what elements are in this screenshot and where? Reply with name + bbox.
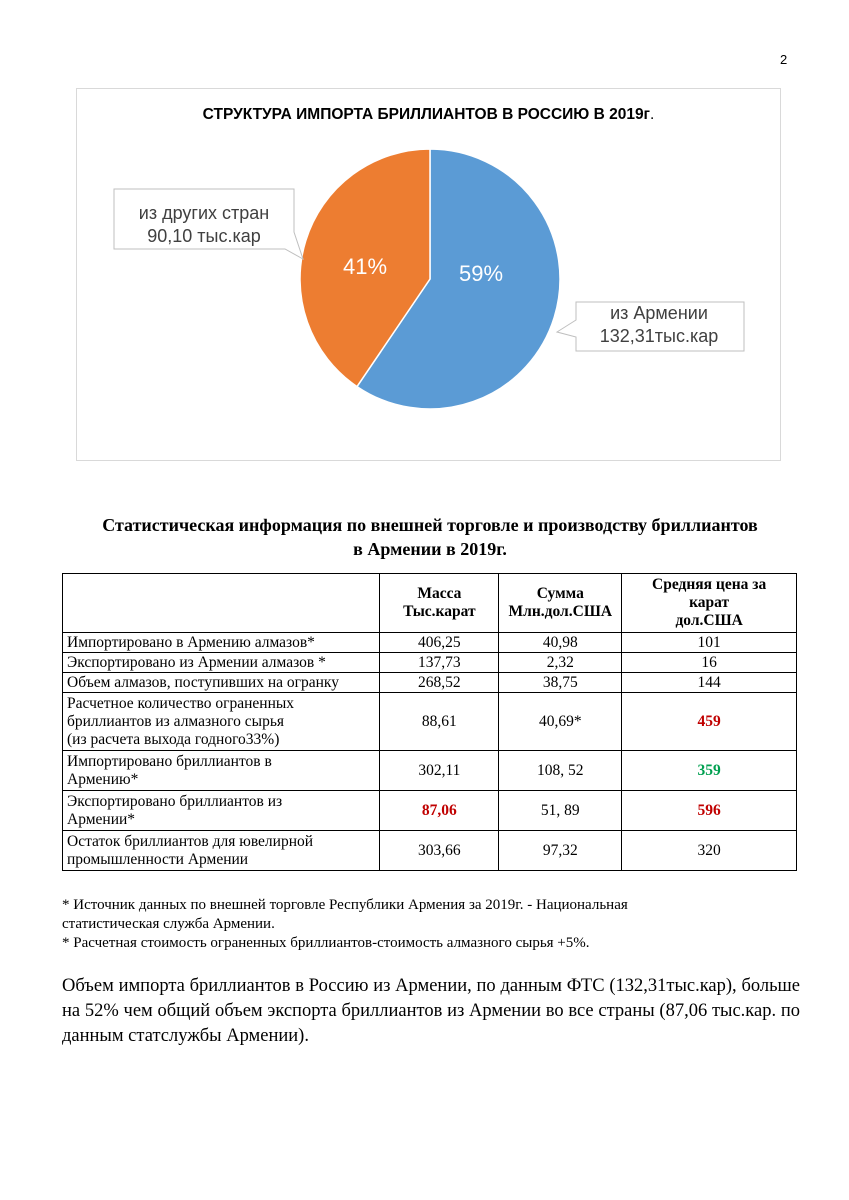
cell-mass: 137,73 <box>380 653 499 673</box>
cell-price: 16 <box>622 653 797 673</box>
table-row <box>63 693 797 751</box>
header-price: Средняя цена за карат дол.США <box>622 574 797 633</box>
cell-sum: 51, 89 <box>499 791 622 831</box>
chart-title: СТРУКТУРА ИМПОРТА БРИЛЛИАНТОВ В РОССИЮ В 2019г. <box>202 106 655 123</box>
table-row <box>63 653 797 673</box>
cell-price: 459 <box>622 693 797 751</box>
table-row <box>63 791 797 831</box>
cell-mass: 88,61 <box>380 693 499 751</box>
cell-mass: 406,25 <box>380 633 499 653</box>
footnotes <box>62 896 802 953</box>
cell-sum: 38,75 <box>499 673 622 693</box>
footnote-calculation: * Расчетная стоимость ограненных бриллиантов-стоимость алмазного сырья +5%. <box>62 935 590 951</box>
row-label: Расчетное количество ограненных бриллиантов из алмазного сырья (из расчета выхода годного33%) <box>63 693 380 751</box>
header-sum: Сумма Млн.дол.США <box>499 574 622 633</box>
cell-price: 320 <box>622 831 797 871</box>
table-row <box>63 673 797 693</box>
cell-sum: 40,98 <box>499 633 622 653</box>
pie-chart-container <box>76 88 781 461</box>
pie-chart <box>77 89 782 462</box>
conclusion-paragraph: Объем импорта бриллиантов в Россию из Армении, по данным ФТС (132,31тыс.кар), больше на 52% чем общий объем экспорта бриллиантов из Армении во все страны (87,06 тыс.кар. по данным статслужбы Армении). <box>62 976 800 1046</box>
cell-mass: 303,66 <box>380 831 499 871</box>
cell-mass: 302,11 <box>380 751 499 791</box>
cell-sum: 97,32 <box>499 831 622 871</box>
statistics-table <box>62 573 797 871</box>
cell-sum: 2,32 <box>499 653 622 673</box>
table-header-row <box>63 574 797 633</box>
table-row <box>63 751 797 791</box>
callout-label-armenia: из Армении 132,31тыс.кар <box>599 303 719 346</box>
row-label: Импортировано в Армению алмазов* <box>63 633 380 653</box>
slice-percent-armenia: 59% <box>459 261 504 286</box>
footnote-source: * Источник данных по внешней торговле Республики Армения за 2019г. - Национальная статистическая служба Армении. <box>62 897 628 932</box>
row-label: Экспортировано бриллиантов из Армении* <box>63 791 380 831</box>
cell-price: 596 <box>622 791 797 831</box>
row-label: Импортировано бриллиантов в Армению* <box>63 751 380 791</box>
cell-sum: 108, 52 <box>499 751 622 791</box>
row-label: Экспортировано из Армении алмазов * <box>63 653 380 673</box>
cell-price: 144 <box>622 673 797 693</box>
table-row <box>63 633 797 653</box>
cell-sum: 40,69* <box>499 693 622 751</box>
row-label: Объем алмазов, поступивших на огранку <box>63 673 380 693</box>
slice-percent-other: 41% <box>343 254 388 279</box>
cell-price: 101 <box>622 633 797 653</box>
header-mass: Масса Тыс.карат <box>380 574 499 633</box>
row-label: Остаток бриллиантов для ювелирной промышленности Армении <box>63 831 380 871</box>
page-number: 2 <box>780 52 788 67</box>
callout-label-other: из других стран 90,10 тыс.кар <box>138 203 270 246</box>
cell-mass: 268,52 <box>380 673 499 693</box>
header-empty <box>63 574 380 633</box>
cell-price: 359 <box>622 751 797 791</box>
table-row <box>63 831 797 871</box>
cell-mass: 87,06 <box>380 791 499 831</box>
table-title: Статистическая информация по внешней торговле и производству бриллиантов в Армении в 2019г. <box>102 515 758 559</box>
